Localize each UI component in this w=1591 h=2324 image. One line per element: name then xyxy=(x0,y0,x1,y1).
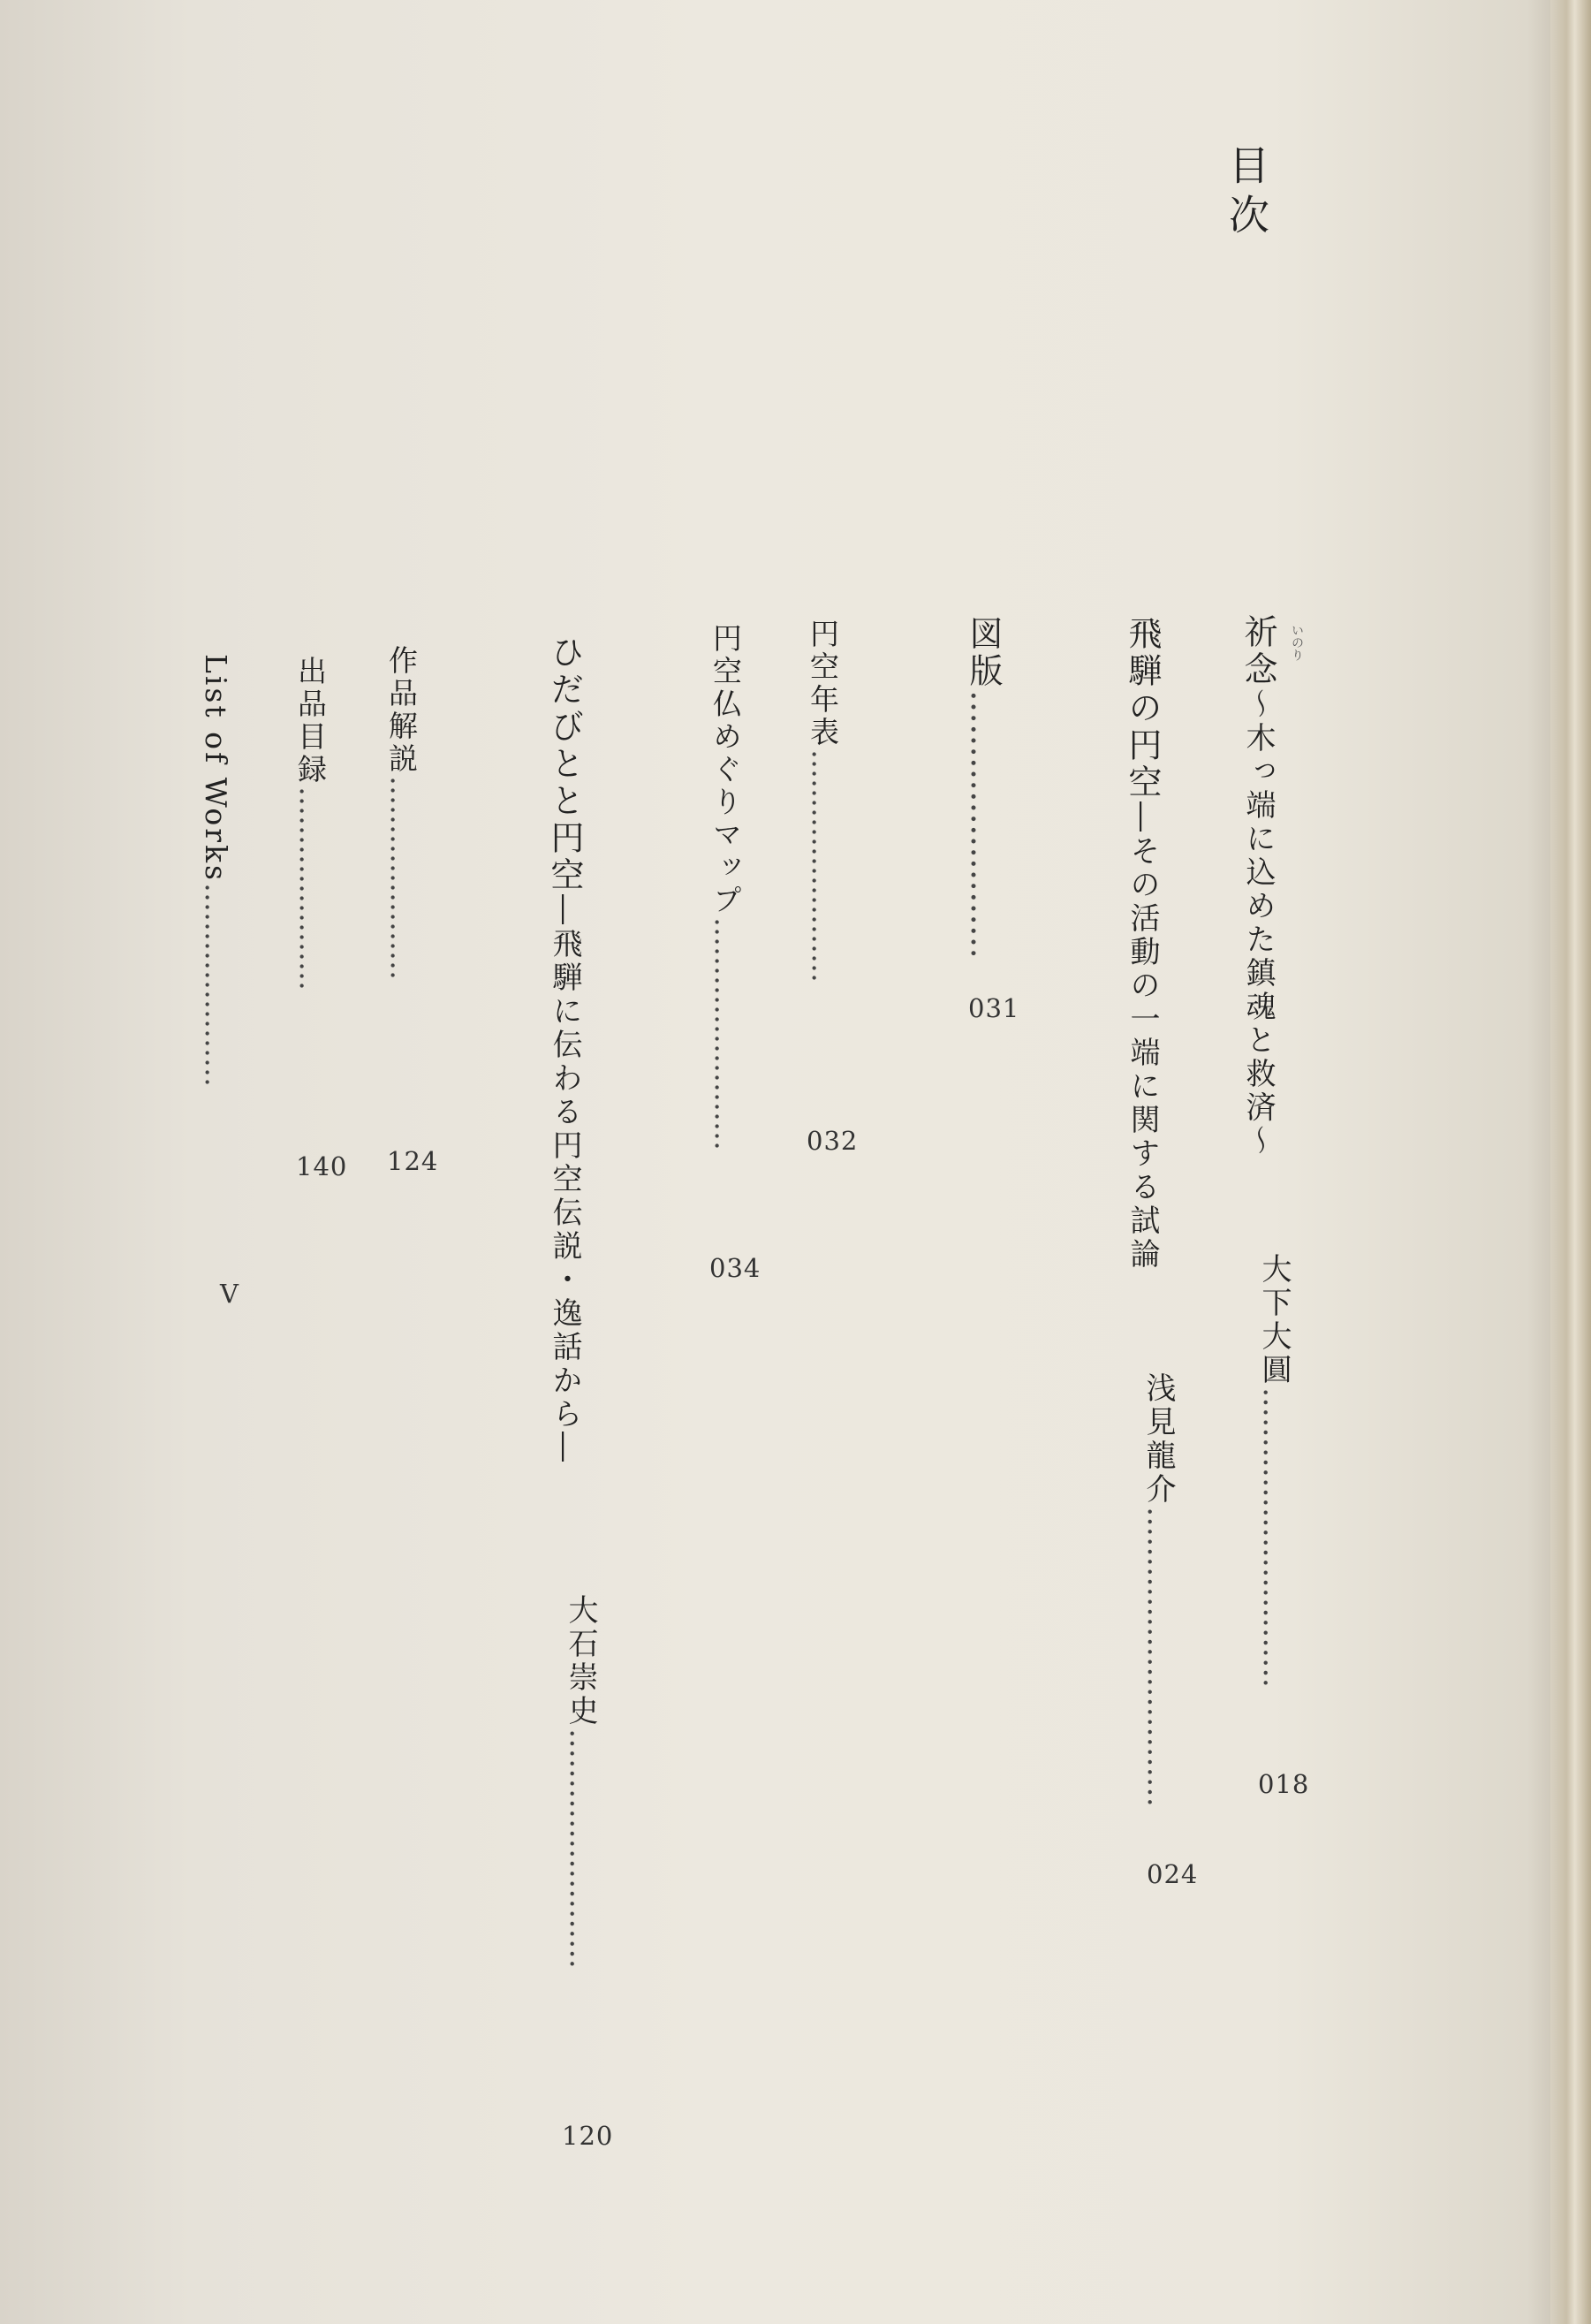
page-number: 024 xyxy=(1147,1859,1199,1889)
toc-entry-7[interactable] xyxy=(384,645,419,980)
leader-dots: ………………………… xyxy=(1140,1507,1176,1807)
toc-entry-6[interactable] xyxy=(545,634,584,1465)
leader-dots: ………………… xyxy=(293,786,328,991)
toc-entry-2[interactable] xyxy=(1123,616,1162,1272)
entry-subtitle: ―飛騨に伝わる円空伝説・逸話から― xyxy=(547,894,582,1465)
leader-dots: ………………………… xyxy=(1256,1387,1292,1688)
bleed-through-text xyxy=(53,203,170,302)
toc-entry-3[interactable] xyxy=(964,616,1003,959)
entry-title: 円空仏めぐりマップ xyxy=(708,623,743,917)
page-number: 140 xyxy=(296,1151,348,1181)
entry-title: 出品目録 xyxy=(293,656,328,786)
entry-author: 浅見龍介………………………… xyxy=(1140,1372,1176,1807)
entry-subtitle: ―その活動の一端に関する試論 xyxy=(1125,801,1160,1272)
page-number: 124 xyxy=(387,1146,439,1176)
page-number: 032 xyxy=(807,1126,859,1156)
page-number: V xyxy=(220,1279,239,1309)
page-number: 018 xyxy=(1258,1769,1310,1799)
entry-title: 作品解説 xyxy=(384,645,419,776)
leader-dots: ………………… xyxy=(384,776,419,980)
toc-entry-9[interactable] xyxy=(201,654,231,1087)
leader-dots: …………………… xyxy=(708,917,743,1151)
entry-title: ひだびとと円空 xyxy=(545,634,584,894)
entry-subtitle: 〜木っ端に込めた鎮魂と救済〜 xyxy=(1240,688,1276,1158)
entry-title: 図版 xyxy=(964,616,1003,690)
page-number: 120 xyxy=(562,2121,614,2151)
leader-dots: …………………… xyxy=(806,749,840,983)
page-number: 034 xyxy=(709,1253,761,1283)
leader-dots: …………………… xyxy=(563,1728,598,1969)
entry-author: 大下大圓………………………… xyxy=(1256,1253,1292,1688)
page-number: 031 xyxy=(968,993,1020,1023)
leader-dots: ………………… xyxy=(199,882,233,1087)
toc-entry-5[interactable] xyxy=(708,623,743,1151)
toc-title: 目次 xyxy=(1223,144,1270,243)
entry-title: 祈念 xyxy=(1239,614,1277,688)
furigana: いのり xyxy=(1290,624,1304,661)
toc-entry-8[interactable] xyxy=(293,656,328,991)
toc-entry-1[interactable] xyxy=(1241,614,1275,1158)
toc-entry-4[interactable] xyxy=(806,619,840,983)
entry-title: 円空年表 xyxy=(806,619,840,749)
book-edge xyxy=(1550,0,1591,2324)
entry-author: 大石崇史…………………… xyxy=(563,1594,598,1969)
leader-dots: …………………… xyxy=(964,690,1003,959)
entry-title: List of Works xyxy=(199,654,233,883)
entry-title: 飛騨の円空 xyxy=(1123,616,1162,801)
